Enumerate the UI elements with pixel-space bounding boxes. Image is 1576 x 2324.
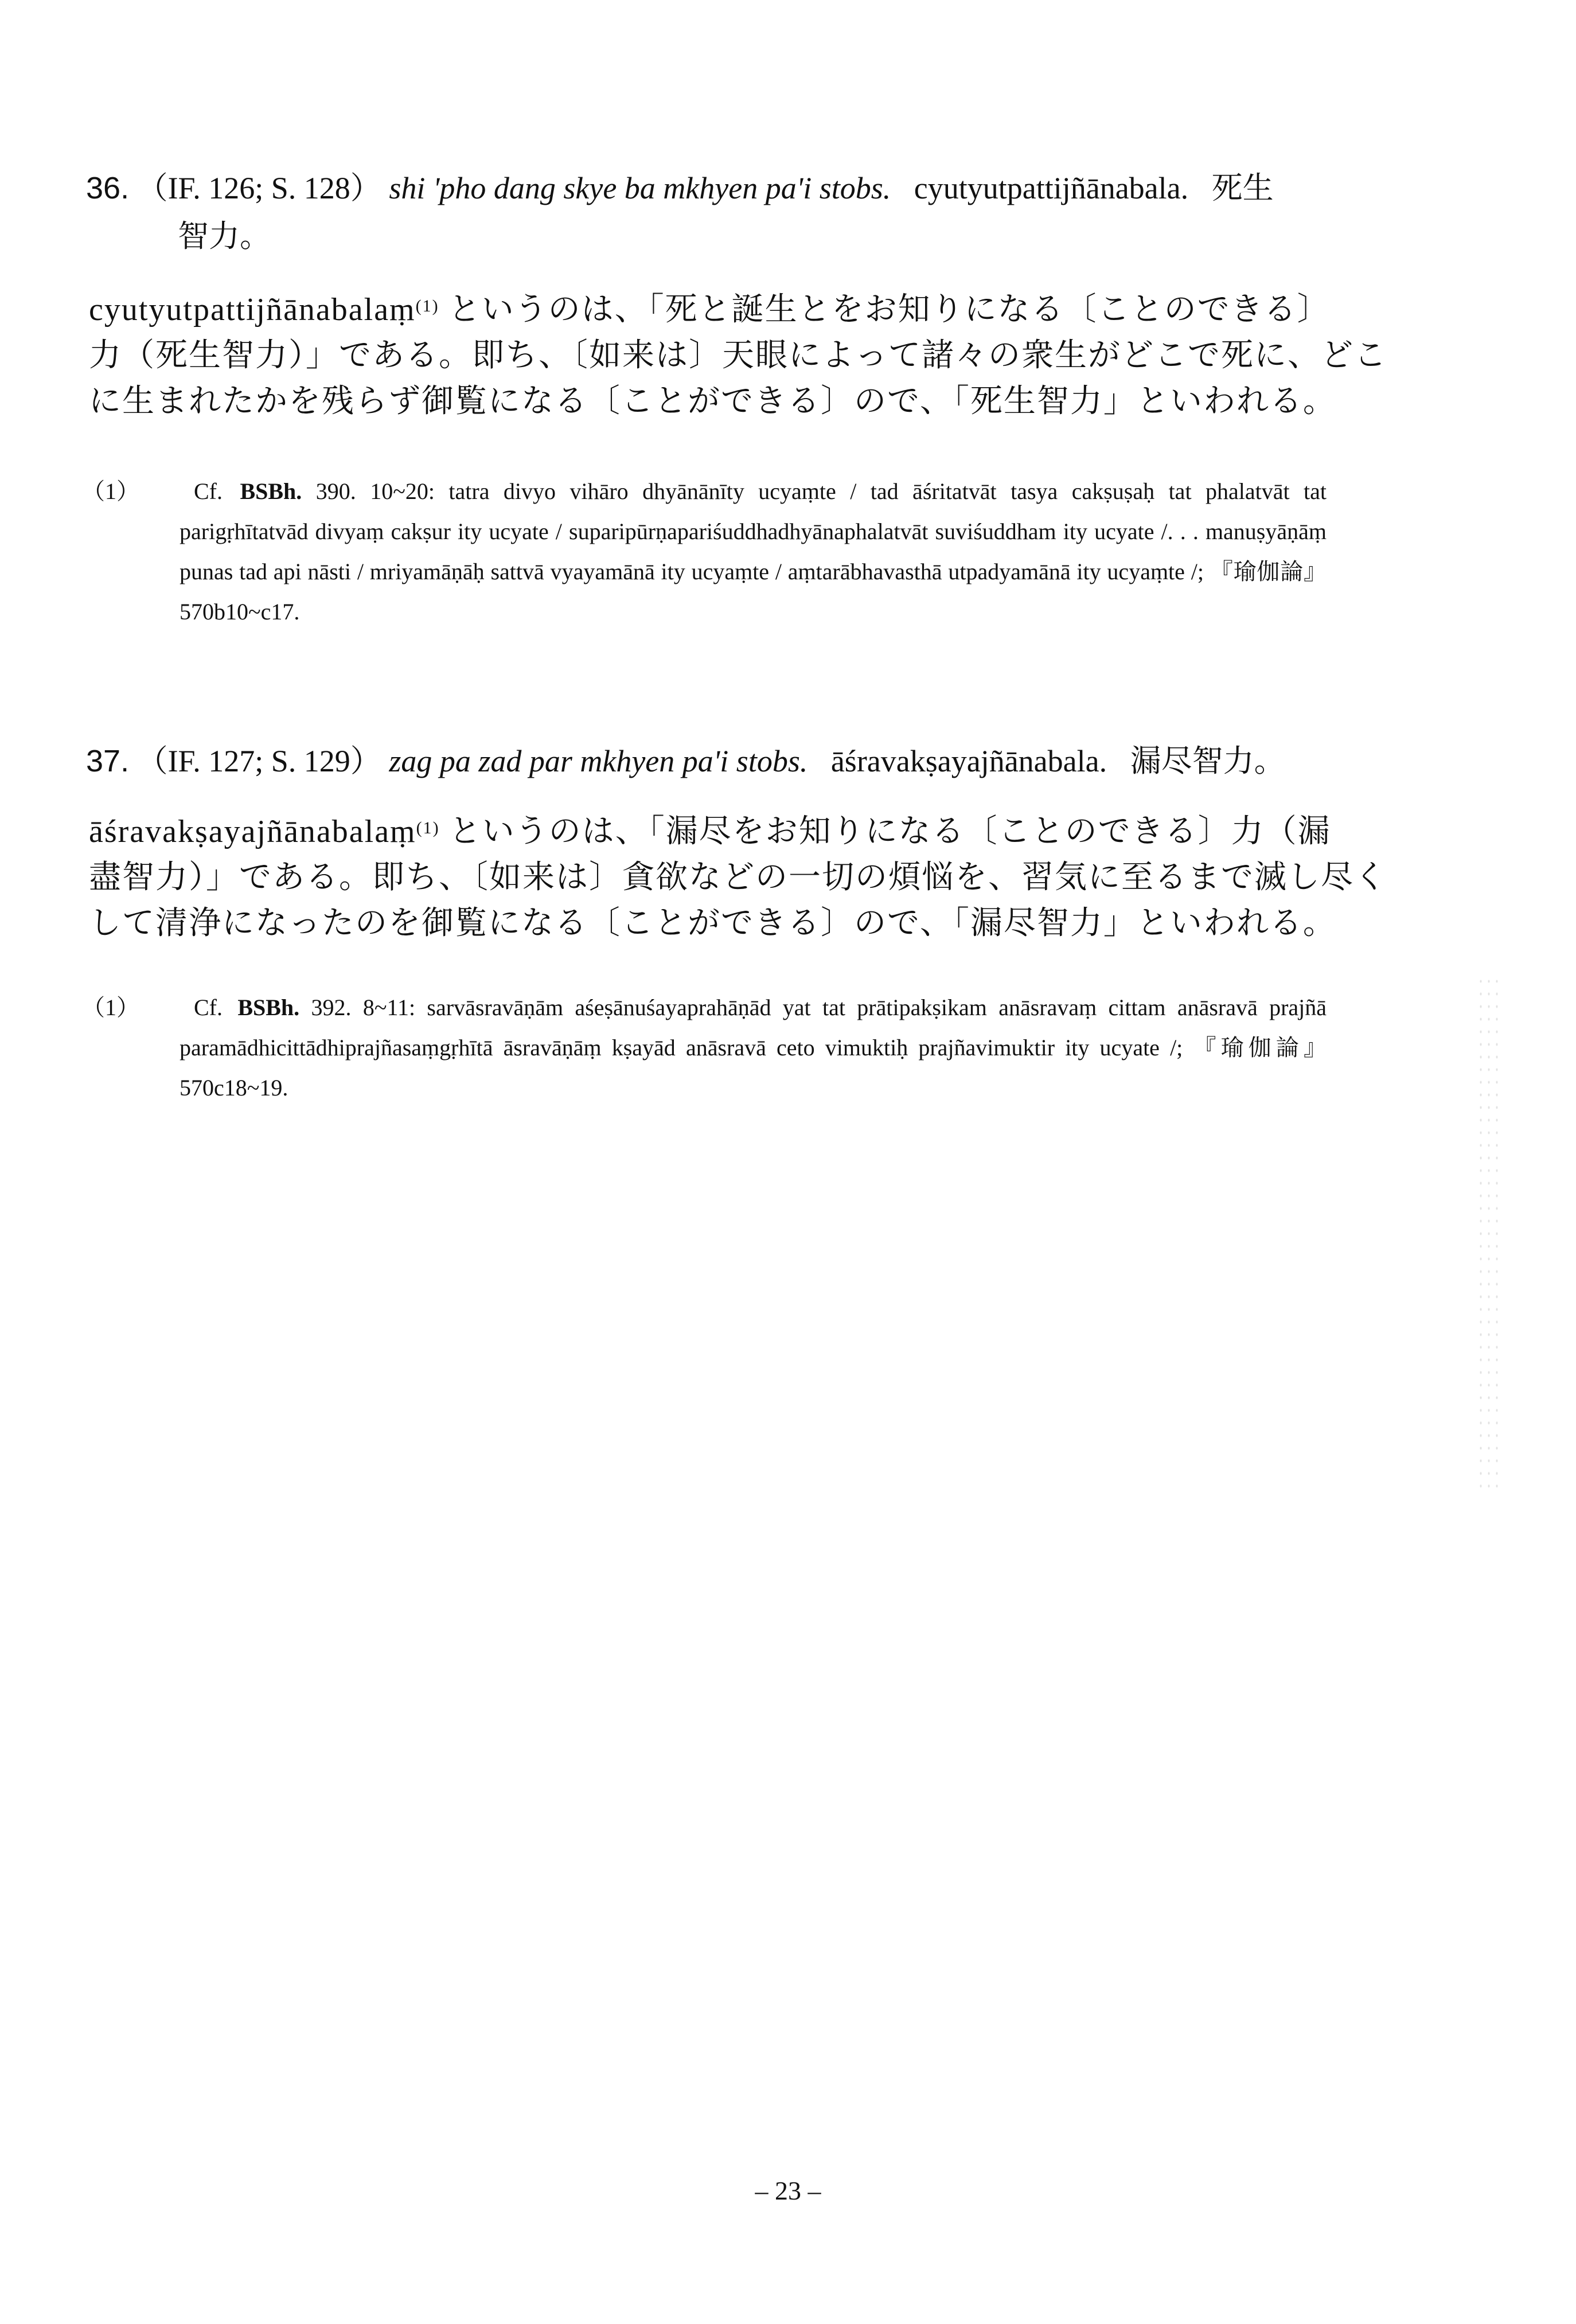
entry-36-heading (86, 164, 1497, 260)
tibetan-term: shi 'pho dang skye ba mkhyen pa'i stobs. (389, 171, 891, 205)
body-line: というのは、「死と誕生とをお知りになる〔ことのできる〕 (448, 292, 1331, 327)
body-line: というのは、「漏尽をお知りになる〔ことのできる〕力（漏 (448, 814, 1331, 849)
body-line: 力（死生智力）」である。即ち、〔如来は〕天眼によって諸々の衆生がどこで死に、どこ (89, 338, 1387, 373)
footnote-ref: (1) (415, 297, 439, 315)
page-number: – 23 – (755, 2176, 821, 2205)
tibetan-term: zag pa zad par mkhyen pa'i stobs. (389, 744, 808, 778)
source-abbrev: BSBh. (237, 995, 300, 1020)
cf-label: Cf. (194, 478, 223, 504)
chinese-term: 死生 (1211, 171, 1274, 205)
source-abbrev: BSBh. (240, 478, 302, 504)
footnote-marker: （1） (82, 995, 139, 1020)
footnote-marker: （1） (82, 478, 139, 504)
entry-reference: （IF. 127; S. 129） (136, 744, 381, 778)
chinese-term-continued: 智力。 (178, 219, 271, 254)
entry-number: 37. (86, 744, 130, 778)
body-line: に生まれたかを残らず御覧になる〔ことができる〕ので、「死生智力」といわれる。 (89, 384, 1336, 419)
entry-36-footnote (82, 471, 1327, 632)
body-term: cyutyutpattijñānabalaṃ (89, 292, 416, 327)
chinese-term: 漏尽智力。 (1130, 744, 1285, 778)
cf-label: Cf. (194, 995, 223, 1020)
entry-37-body (89, 809, 1483, 946)
body-line: 盡智力）」である。即ち、〔如来は〕貪欲などの一切の煩悩を、習気に至るまで滅し尽く (89, 860, 1387, 895)
entry-37-heading (86, 737, 1497, 785)
entry-36-body (89, 287, 1483, 424)
sanskrit-term: āśravakṣayajñānabala. (830, 744, 1107, 778)
entry-37-footnote (82, 988, 1327, 1108)
sanskrit-term: cyutyutpattijñānabala. (914, 171, 1189, 205)
entry-reference: （IF. 126; S. 128） (136, 171, 381, 205)
scan-speckle (1477, 975, 1500, 1491)
footnote-text: 392. 8~11: sarvāsravāṇām aśeṣānuśayaprahāṇād yat tat prātipakṣikam anāsravaṃ cittam anāsravā prajñā paramādhicittādhiprajñasaṃgṛhītā āsravāṇāṃ kṣayād anāsravā ceto vimuktiḥ prajñavimuktir ity ucyate /; 『瑜伽論』570c18~19. (180, 995, 1327, 1101)
body-line: して清浄になったのを御覧になる〔ことができる〕ので、「漏尽智力」といわれる。 (89, 906, 1336, 941)
body-term: āśravakṣayajñānabalaṃ (89, 814, 416, 849)
footnote-ref: (1) (416, 818, 440, 837)
footnote-text: 390. 10~20: tatra divyo vihāro dhyānānīty ucyaṃte / tad āśritatvāt tasya cakṣuṣaḥ tat phalatvāt tat parigṛhītatvād divyaṃ cakṣur ity ucyate / suparipūrṇapariśuddhadhyānaphalatvāt suviśuddham ity ucyate /. . . manuṣyāṇāṃ punas tad api nāsti / mriyamāṇāḥ sattvā vyayamānā ity ucyaṃte / aṃtarābhavasthā utpadyamānā ity ucyaṃte /; 『瑜伽論』570b10~c17. (180, 478, 1327, 625)
entry-number: 36. (86, 171, 130, 205)
